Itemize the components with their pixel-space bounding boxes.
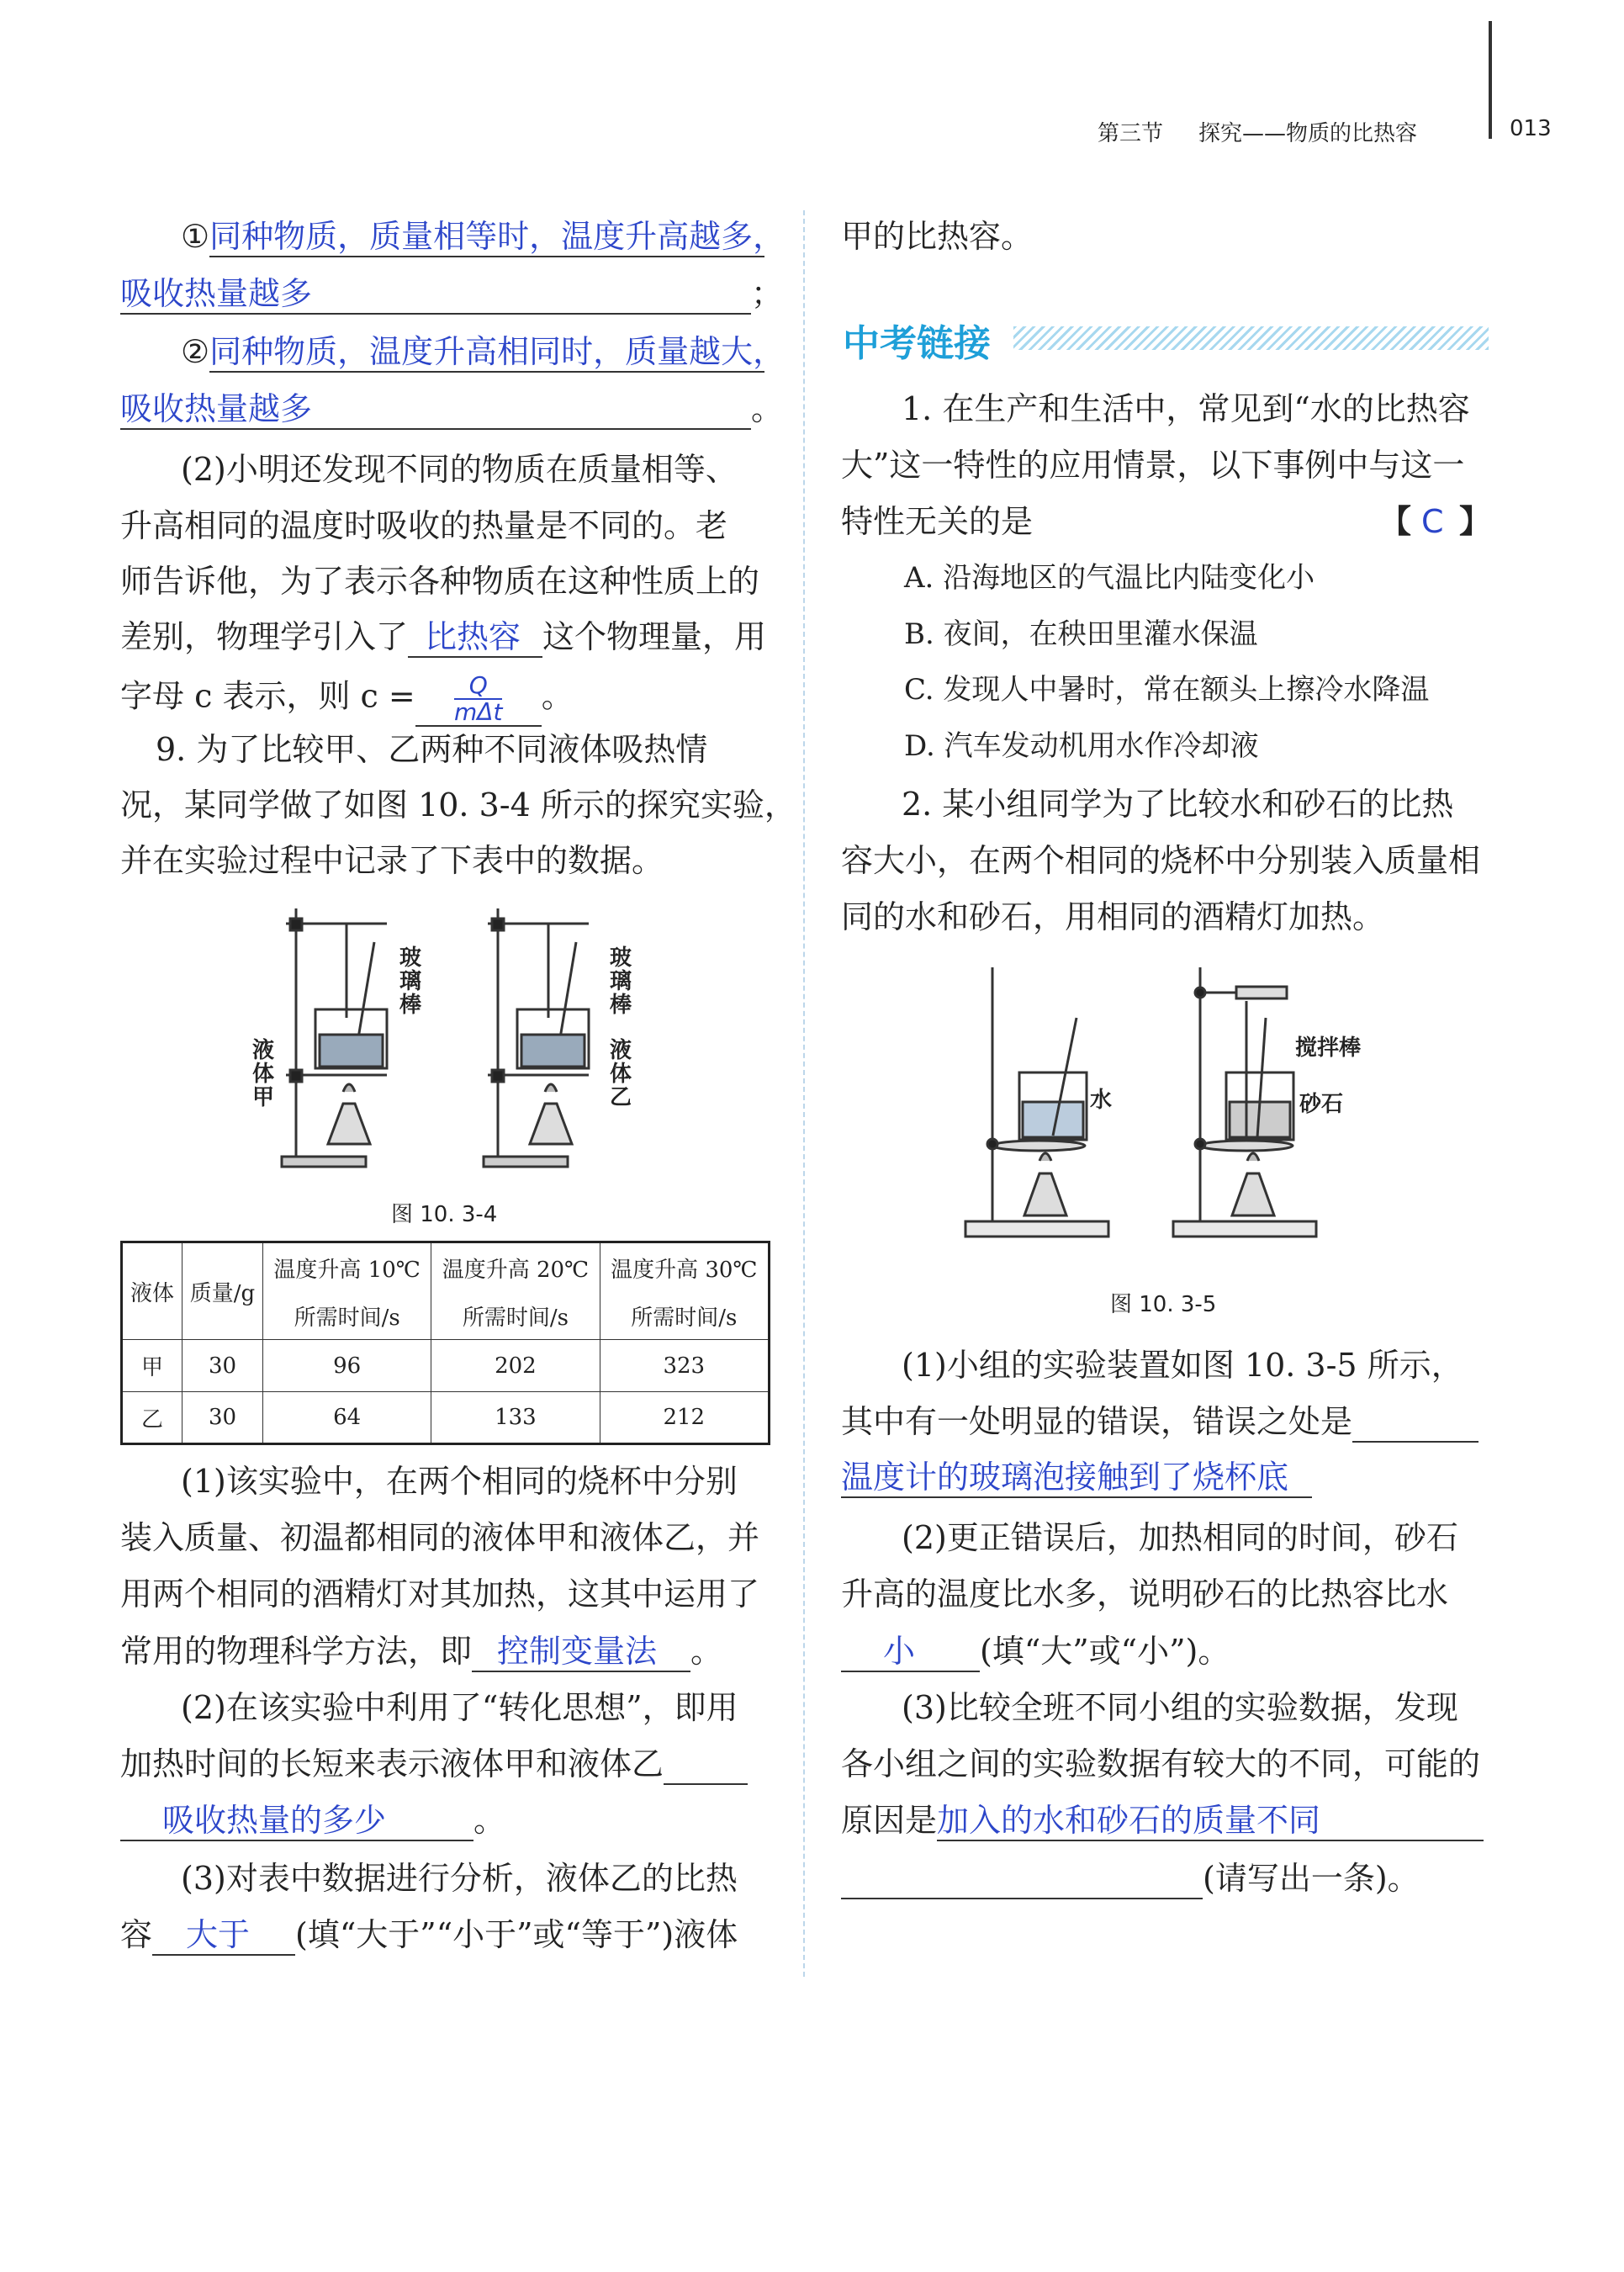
bracket-left: 【 <box>1379 502 1412 540</box>
q2-l5-text-b: 。 <box>541 677 574 715</box>
column-divider <box>803 210 805 1977</box>
p1-answer-b: 吸收热量越多 <box>120 274 751 315</box>
s3-l2-text-a: 容 <box>120 1916 153 1953</box>
figure-caption-10-3-4: 图 10. 3-4 <box>391 1202 498 1227</box>
th-time-30: 所需时间/s <box>600 1293 769 1340</box>
rq1-answer: C <box>1421 503 1444 540</box>
r3-l4-text-b: (请写出一条)。 <box>1203 1860 1420 1897</box>
cell-t30: 323 <box>600 1340 769 1392</box>
q9-line-3: 并在实验过程中记录了下表中的数据。 <box>120 842 664 879</box>
table-row <box>122 1392 770 1444</box>
figure-caption-10-3-5: 图 10. 3-5 <box>1110 1292 1217 1317</box>
label-stirrer: 搅拌棒 <box>1295 1035 1362 1061</box>
q2-l4-text-a: 差别，物理学引入了 <box>120 618 409 655</box>
rq1-line-3 <box>841 502 1492 541</box>
th-t10: 温度升高 10℃ <box>263 1242 431 1293</box>
r1-line-3 <box>841 1458 1312 1498</box>
label-glass-rod-left: 玻璃棒 <box>399 945 422 1018</box>
q2-line-1: (2)小明还发现不同的物质在质量相等、 <box>181 451 738 488</box>
q2-formula-blank <box>415 673 542 727</box>
cell-mass: 30 <box>183 1340 263 1392</box>
p1-line-b <box>120 274 783 315</box>
s3-line-1: (3)对表中数据进行分析，液体乙的比热 <box>181 1860 738 1897</box>
s2-line-3 <box>120 1801 505 1841</box>
cell-t20: 202 <box>431 1340 600 1392</box>
r3-blank-b <box>841 1859 1203 1899</box>
s2-answer-heat: 吸收热量的多少 <box>120 1801 473 1841</box>
label-water: 水 <box>1090 1088 1113 1113</box>
p2-answer-a: 同种物质，温度升高相同时，质量越大， <box>209 332 764 373</box>
s3-answer: 大于 <box>152 1915 295 1956</box>
s1-line-2: 装入质量、初温都相同的液体甲和液体乙，并 <box>120 1519 760 1556</box>
continuation: 甲的比热容。 <box>841 218 1034 255</box>
r1-answer-error: 温度计的玻璃泡接触到了烧杯底 <box>841 1458 1312 1498</box>
r2-l3-text-b: (填“大”或“小”)。 <box>980 1633 1230 1670</box>
rq2-line-1: 2. 某小组同学为了比较水和砂石的比热 <box>902 786 1454 823</box>
r1-blank-a <box>1352 1402 1479 1443</box>
th-time-10: 所需时间/s <box>263 1293 431 1340</box>
label-liquid-b: 液体乙 <box>610 1038 632 1110</box>
p2-line-a <box>181 332 786 373</box>
p2-prefix: ② <box>181 333 210 370</box>
s3-l2-text-b: (填“大于”“小于”或“等于”)液体 <box>295 1916 738 1953</box>
option-c: C. 发现人中暑时，常在额头上擦冷水降温 <box>904 673 1430 707</box>
label-glass-rod-right: 玻璃棒 <box>610 945 632 1018</box>
rq2-line-3: 同的水和砂石，用相同的酒精灯加热。 <box>841 898 1385 935</box>
th-liquid: 液体 <box>122 1242 183 1340</box>
cell-mass: 30 <box>183 1392 263 1444</box>
q2-l5-text-a: 字母 c 表示，则 c = <box>120 677 415 715</box>
r3-line-3 <box>841 1801 1484 1841</box>
th-t20: 温度升高 20℃ <box>431 1242 600 1293</box>
p1-line-a <box>181 217 786 257</box>
r3-line-4 <box>841 1859 1420 1899</box>
header-rule <box>1489 21 1492 139</box>
stand-base-left <box>282 1157 366 1167</box>
option-d: D. 汽车发动机用水作冷却液 <box>904 729 1259 763</box>
stand-base-right <box>484 1157 568 1167</box>
section-heading-zhongkao: 中考链接 <box>843 322 991 365</box>
r3-answer-reason: 加入的水和砂石的质量不同 <box>937 1801 1484 1841</box>
cell-liquid: 甲 <box>122 1340 183 1392</box>
cell-t10: 64 <box>263 1392 431 1444</box>
r1-line-1: (1)小组的实验装置如图 10. 3-5 所示， <box>902 1347 1463 1384</box>
r1-line-2 <box>841 1402 1479 1443</box>
r2-answer: 小 <box>841 1632 980 1672</box>
formula-numerator: Q <box>454 673 502 700</box>
th-t30: 温度升高 30℃ <box>600 1242 769 1293</box>
s1-line-1: (1)该实验中，在两个相同的烧杯中分别 <box>181 1463 738 1500</box>
r3-l3-text-a: 原因是 <box>841 1802 938 1839</box>
th-time-20: 所需时间/s <box>431 1293 600 1340</box>
cell-liquid: 乙 <box>122 1392 183 1444</box>
s2-line-2 <box>120 1745 748 1785</box>
data-table <box>120 1241 770 1445</box>
cell-t30: 212 <box>600 1392 769 1444</box>
p1-answer-a: 同种物质，质量相等时，温度升高越多， <box>209 217 764 257</box>
rq2-line-2: 容大小，在两个相同的烧杯中分别装入质量相 <box>841 842 1481 879</box>
q2-line-3: 师告诉他，为了表示各种物质在这种性质上的 <box>120 563 760 600</box>
rq1-l3-text: 特性无关的是 <box>841 503 1034 540</box>
cell-t20: 133 <box>431 1392 600 1444</box>
s2-end: 。 <box>473 1802 506 1839</box>
s1-l4-text-a: 常用的物理科学方法，即 <box>120 1633 473 1670</box>
q9-line-1: 9. 为了比较甲、乙两种不同液体吸热情 <box>156 731 708 768</box>
q2-line-4 <box>120 617 766 658</box>
q2-line-5 <box>120 673 574 727</box>
page-number: 013 <box>1510 116 1552 141</box>
p1-end: ； <box>751 275 784 312</box>
formula-denominator: mΔt <box>454 698 503 726</box>
s1-answer-method: 控制变量法 <box>472 1632 690 1672</box>
s1-line-4 <box>120 1632 722 1672</box>
q2-answer-specific-heat: 比热容 <box>408 617 542 658</box>
s3-line-2 <box>120 1915 738 1956</box>
bracket-right: 】 <box>1459 502 1492 540</box>
section-title: 探究——物质的比热容 <box>1198 121 1418 146</box>
r2-line-1: (2)更正错误后，加热相同的时间，砂石 <box>902 1519 1458 1556</box>
q2-line-2: 升高相同的温度时吸收的热量是不同的。老 <box>120 507 728 544</box>
s1-l4-text-b: 。 <box>690 1633 723 1670</box>
r2-line-3 <box>841 1632 1230 1672</box>
table-row <box>122 1340 770 1392</box>
r3-line-2: 各小组之间的实验数据有较大的不同，可能的 <box>841 1745 1481 1782</box>
r3-line-1: (3)比较全班不同小组的实验数据，发现 <box>902 1689 1458 1726</box>
p2-answer-b: 吸收热量越多 <box>120 389 751 430</box>
p2-end: 。 <box>751 390 784 427</box>
th-mass: 质量/g <box>183 1242 263 1340</box>
figure-10-3-4 <box>244 900 622 1178</box>
p1-prefix: ① <box>181 218 210 255</box>
section-number: 第三节 <box>1098 121 1164 146</box>
q9-line-2: 况，某同学做了如图 10. 3-4 所示的探究实验， <box>120 786 796 824</box>
q2-formula <box>454 673 502 725</box>
q2-l4-text-b: 这个物理量，用 <box>542 618 767 655</box>
s1-line-3: 用两个相同的酒精灯对其加热，这其中运用了 <box>120 1576 760 1613</box>
cell-t10: 96 <box>263 1340 431 1392</box>
r1-l2-text: 其中有一处明显的错误，错误之处是 <box>841 1403 1353 1440</box>
rq1-line-1: 1. 在生产和生活中，常见到“水的比热容 <box>902 390 1470 427</box>
s2-l2-text: 加热时间的长短来表示液体甲和液体乙 <box>120 1745 664 1782</box>
rq1-line-2: 大”这一特性的应用情景，以下事例中与这一 <box>841 447 1465 484</box>
heading-stripe <box>1013 326 1489 350</box>
label-sand: 砂石 <box>1299 1092 1344 1117</box>
p2-line-b <box>120 389 783 430</box>
option-a: A. 沿海地区的气温比内陆变化小 <box>904 561 1315 595</box>
r2-line-2: 升高的温度比水多，说明砂石的比热容比水 <box>841 1576 1449 1613</box>
option-b: B. 夜间，在秧田里灌水保温 <box>904 617 1258 651</box>
s2-line-1: (2)在该实验中利用了“转化思想”，即用 <box>181 1689 738 1726</box>
label-liquid-a: 液体甲 <box>252 1038 275 1110</box>
s2-blank-a <box>664 1745 748 1785</box>
